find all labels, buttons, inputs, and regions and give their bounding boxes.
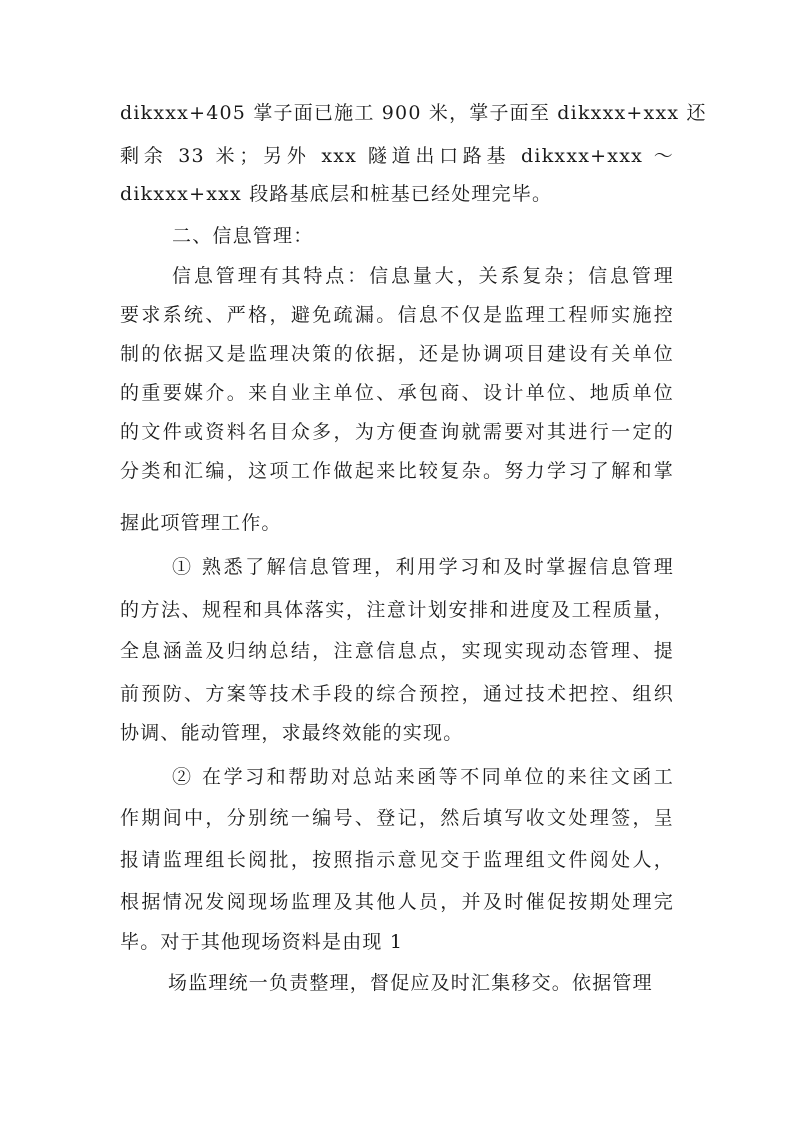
item-2-line-4: 根据情况发阅现场监理及其他人员，并及时催促按期处理完: [120, 891, 674, 913]
item-2-line-5: 毕。对于其他现场资料是由现 1: [120, 931, 404, 953]
progress-line-3: dikxxx+xxx 段路基底层和桩基已经处理完毕。: [120, 183, 553, 205]
intro-line-2: 要求系统、严格，避免疏漏。信息不仅是监理工程师实施控: [120, 304, 674, 326]
section-heading: 二、信息管理：: [172, 225, 314, 247]
intro-line-6: 分类和汇编，这项工作做起来比较复杂。努力学习了解和掌: [120, 460, 674, 482]
progress-line-1: dikxxx+405 掌子面已施工 900 米，掌子面至 dikxxx+xxx 还: [120, 102, 707, 124]
intro-line-5: 的文件或资料名目众多，为方便查询就需要对其进行一定的: [120, 421, 674, 443]
item-1-line-5: 协调、能动管理，求最终效能的实现。: [120, 722, 464, 744]
item-1-line-4: 前预防、方案等技术手段的综合预控，通过技术把控、组织: [120, 683, 674, 705]
intro-line-4: 的重要媒介。来自业主单位、承包商、设计单位、地质单位: [120, 382, 674, 404]
intro-line-1: 信息管理有其特点：信息量大，关系复杂；信息管理: [172, 265, 674, 287]
item-2-line-2: 作期间中，分别统一编号、登记，然后填写收文处理签，呈: [120, 807, 674, 829]
intro-line-3: 制的依据又是监理决策的依据，还是协调项目建设有关单位: [120, 343, 674, 365]
item-2-line-1: ② 在学习和帮助对总站来函等不同单位的来往文函工: [172, 766, 674, 788]
intro-line-7: 握此项管理工作。: [120, 512, 282, 534]
continuation-line: 场监理统一负责整理，督促应及时汇集移交。依据管理: [168, 972, 653, 994]
progress-line-2: 剩余 33 米；另外 xxx 隧道出口路基 dikxxx+xxx ～: [120, 145, 674, 167]
item-1-line-3: 全息涵盖及归纳总结，注意信息点，实现实现动态管理、提: [120, 640, 674, 662]
item-2-line-3: 报请监理组长阅批，按照指示意见交于监理组文件阅处人，: [120, 849, 674, 871]
item-1-line-1: ① 熟悉了解信息管理，利用学习和及时掌握信息管理: [172, 556, 674, 578]
item-1-line-2: 的方法、规程和具体落实，注意计划安排和进度及工程质量，: [120, 599, 674, 621]
